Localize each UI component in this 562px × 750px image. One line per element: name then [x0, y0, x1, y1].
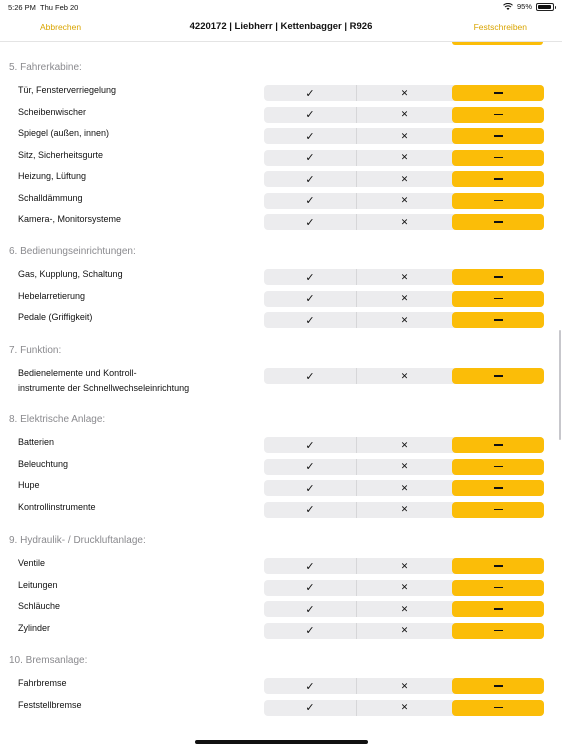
- status-segmented-control: [264, 678, 544, 694]
- checklist-content[interactable]: [0, 45, 562, 750]
- checklist-item-label-line: Kamera-, Monitorsysteme: [18, 214, 122, 224]
- option-not-applicable-selected[interactable]: [452, 128, 544, 144]
- dash-icon: [494, 444, 503, 446]
- checklist-item-label-line: Feststellbremse: [18, 699, 82, 710]
- checklist-item-label-line: Hebelarretierung: [18, 290, 86, 301]
- dash-icon: [494, 608, 503, 610]
- status-segmented-control: [264, 214, 544, 230]
- checklist-item-label: [18, 457, 258, 472]
- option-defect-cross[interactable]: ✕: [356, 214, 452, 230]
- checklist-item-label: [18, 212, 258, 227]
- status-segmented-control: [264, 312, 544, 328]
- dash-icon: [494, 487, 503, 489]
- checklist-item-label: [18, 148, 258, 163]
- status-segmented-control: [264, 437, 544, 453]
- dash-icon: [494, 135, 503, 137]
- status-segmented-control: [264, 700, 544, 716]
- option-not-applicable-selected[interactable]: [452, 558, 544, 574]
- section-header: 10. Bremsanlage:: [9, 655, 88, 666]
- dash-icon: [494, 466, 503, 468]
- status-segmented-control: [264, 193, 544, 209]
- dash-icon: [494, 509, 503, 511]
- checklist-item-label-line: Beleuchtung: [18, 458, 69, 469]
- dash-icon: [494, 298, 503, 300]
- checklist-item-label-line: Schläuche: [18, 601, 61, 611]
- status-segmented-control: [264, 269, 544, 285]
- wifi-icon: [503, 3, 513, 11]
- option-ok-checkmark[interactable]: ✓: [305, 130, 315, 143]
- option-ok-checkmark[interactable]: ✓: [305, 195, 315, 207]
- checklist-item-label: [18, 698, 258, 713]
- status-segmented-control: [264, 502, 544, 518]
- checklist-item-label-line: Pedale (Griffigkeit): [18, 312, 93, 322]
- option-ok-checkmark[interactable]: ✓: [305, 603, 315, 616]
- option-ok-checkmark[interactable]: ✓: [305, 582, 315, 594]
- option-ok-checkmark[interactable]: ✓: [305, 439, 315, 452]
- status-segmented-control: [264, 459, 544, 475]
- option-defect-cross[interactable]: ✕: [356, 171, 452, 187]
- option-defect-cross[interactable]: ✕: [356, 601, 452, 617]
- option-ok-checkmark[interactable]: ✓: [305, 152, 315, 164]
- status-segmented-control: [264, 480, 544, 496]
- checklist-item-label: [18, 83, 258, 98]
- checklist-item-label: [18, 366, 258, 396]
- option-not-applicable-selected[interactable]: [452, 580, 544, 596]
- dash-icon: [494, 157, 503, 159]
- dash-icon: [494, 565, 503, 567]
- option-not-applicable-selected[interactable]: [452, 171, 544, 187]
- option-ok-checkmark[interactable]: ✓: [305, 560, 315, 573]
- option-defect-cross[interactable]: ✕: [356, 678, 452, 694]
- checklist-item-label: [18, 310, 258, 325]
- option-ok-checkmark[interactable]: ✓: [305, 109, 315, 121]
- checklist-item-label-line: Bedienelemente und Kontroll-: [18, 368, 137, 378]
- checklist-item-label: [18, 105, 258, 120]
- option-not-applicable-selected[interactable]: [452, 502, 544, 518]
- checklist-item-label-line: instrumente der Schnellwechseleinrichtung: [18, 383, 190, 393]
- option-not-applicable-selected[interactable]: [452, 623, 544, 639]
- checklist-item-label-line: Scheibenwischer: [18, 106, 87, 117]
- section-header: 7. Funktion:: [9, 345, 62, 356]
- section-header: 5. Fahrerkabine:: [9, 62, 82, 73]
- checklist-item-label: [18, 191, 258, 206]
- checklist-item-label-line: Ventile: [18, 558, 46, 568]
- option-defect-cross[interactable]: ✕: [356, 312, 452, 328]
- option-not-applicable-selected[interactable]: [452, 459, 544, 475]
- dash-icon: [494, 92, 503, 94]
- option-defect-cross[interactable]: ✕: [356, 269, 452, 285]
- cancel-button[interactable]: Abbrechen: [40, 22, 82, 32]
- checklist-item-label: [18, 478, 258, 493]
- dash-icon: [494, 276, 503, 278]
- option-defect-cross[interactable]: ✕: [356, 85, 452, 101]
- option-defect-cross[interactable]: ✕: [356, 291, 452, 307]
- dash-icon: [494, 221, 503, 223]
- option-not-applicable-selected[interactable]: [452, 214, 544, 230]
- scroll-indicator[interactable]: [559, 330, 561, 440]
- option-ok-checkmark[interactable]: ✓: [305, 625, 315, 637]
- dash-icon: [494, 375, 503, 377]
- status-segmented-control: [264, 171, 544, 187]
- battery-percent: 95%: [516, 2, 532, 11]
- option-not-applicable-selected[interactable]: [452, 291, 544, 307]
- status-date: Thu Feb 20: [40, 3, 79, 12]
- option-defect-cross[interactable]: ✕: [356, 502, 452, 518]
- checklist-item-label-line: Tür, Fensterverriegelung: [18, 85, 117, 95]
- option-not-applicable-selected[interactable]: [452, 150, 544, 166]
- checklist-item-label: [18, 676, 258, 691]
- option-ok-checkmark[interactable]: ✓: [305, 680, 315, 693]
- checklist-item-label-line: Gas, Kupplung, Schaltung: [18, 269, 123, 279]
- checklist-item-label-line: Sitz, Sicherheitsgurte: [18, 149, 104, 160]
- status-bar: [0, 0, 562, 14]
- checklist-item-label: [18, 556, 258, 571]
- status-segmented-control: [264, 85, 544, 101]
- section-header: 6. Bedienungseinrichtungen:: [9, 246, 136, 257]
- dash-icon: [494, 707, 503, 709]
- checklist-item-label: [18, 289, 258, 304]
- status-segmented-control: [264, 368, 544, 384]
- option-defect-cross[interactable]: ✕: [356, 580, 452, 596]
- checklist-item-label: [18, 621, 258, 636]
- option-ok-checkmark[interactable]: ✓: [305, 173, 315, 186]
- status-segmented-control: [264, 623, 544, 639]
- option-ok-checkmark[interactable]: ✓: [305, 293, 315, 305]
- option-not-applicable-selected[interactable]: [452, 312, 544, 328]
- option-defect-cross[interactable]: ✕: [356, 107, 452, 123]
- option-not-applicable-selected[interactable]: [452, 437, 544, 453]
- option-defect-cross[interactable]: ✕: [356, 700, 452, 716]
- option-ok-checkmark[interactable]: ✓: [305, 482, 315, 495]
- checklist-item-label: [18, 500, 258, 515]
- status-segmented-control: [264, 128, 544, 144]
- dash-icon: [494, 630, 503, 632]
- dash-icon: [494, 319, 503, 321]
- option-not-applicable-selected[interactable]: [452, 107, 544, 123]
- option-not-applicable-selected[interactable]: [452, 269, 544, 285]
- option-ok-checkmark[interactable]: ✓: [305, 314, 315, 327]
- checklist-item-label: [18, 578, 258, 593]
- option-defect-cross[interactable]: ✕: [356, 623, 452, 639]
- option-defect-cross[interactable]: ✕: [356, 480, 452, 496]
- option-defect-cross[interactable]: ✕: [356, 368, 452, 384]
- option-ok-checkmark[interactable]: ✓: [305, 216, 315, 229]
- checklist-item-label-line: Hupe: [18, 480, 40, 490]
- option-not-applicable-selected[interactable]: [452, 601, 544, 617]
- checklist-item-label: [18, 599, 258, 614]
- dash-icon: [494, 685, 503, 687]
- home-indicator[interactable]: [195, 740, 368, 744]
- option-not-applicable-selected[interactable]: [452, 678, 544, 694]
- dash-icon: [494, 200, 503, 202]
- status-time: 5:26 PM: [8, 3, 36, 12]
- option-not-applicable-selected[interactable]: [452, 480, 544, 496]
- dash-icon: [494, 587, 503, 589]
- checklist-item-label: [18, 169, 258, 184]
- section-header: 8. Elektrische Anlage:: [9, 414, 106, 425]
- option-defect-cross[interactable]: ✕: [356, 558, 452, 574]
- option-ok-checkmark[interactable]: ✓: [305, 271, 315, 284]
- checklist-item-label-line: Kontrollinstrumente: [18, 501, 96, 512]
- checklist-item-label: [18, 435, 258, 450]
- option-defect-cross[interactable]: ✕: [356, 459, 452, 475]
- status-right: [503, 2, 554, 11]
- option-not-applicable-selected[interactable]: [452, 368, 544, 384]
- status-segmented-control: [264, 150, 544, 166]
- checklist-item-label-line: Schalldämmung: [18, 192, 83, 203]
- dash-icon: [494, 114, 503, 116]
- option-not-applicable-selected[interactable]: [452, 85, 544, 101]
- option-ok-checkmark[interactable]: ✓: [305, 87, 315, 100]
- commit-button[interactable]: Festschreiben: [473, 22, 527, 32]
- checklist-item-label: [18, 126, 258, 141]
- option-defect-cross[interactable]: ✕: [356, 128, 452, 144]
- battery-icon: [536, 3, 554, 11]
- checklist-item-label-line: Spiegel (außen, innen): [18, 128, 110, 138]
- checklist-item-label-line: Batterien: [18, 437, 55, 447]
- option-ok-checkmark[interactable]: ✓: [305, 461, 315, 473]
- status-segmented-control: [264, 580, 544, 596]
- option-defect-cross[interactable]: ✕: [356, 193, 452, 209]
- page-title: 4220172 | Liebherr | Kettenbagger | R926: [189, 21, 373, 32]
- checklist-item-label-line: Fahrbremse: [18, 678, 67, 688]
- status-segmented-control: [264, 601, 544, 617]
- option-defect-cross[interactable]: ✕: [356, 437, 452, 453]
- option-ok-checkmark[interactable]: ✓: [305, 504, 315, 516]
- checklist-item-label-line: Leitungen: [18, 579, 58, 590]
- option-defect-cross[interactable]: ✕: [356, 150, 452, 166]
- status-segmented-control: [264, 291, 544, 307]
- dash-icon: [494, 178, 503, 180]
- option-not-applicable-selected[interactable]: [452, 193, 544, 209]
- option-ok-checkmark[interactable]: ✓: [305, 370, 315, 383]
- option-ok-checkmark[interactable]: ✓: [305, 702, 315, 714]
- checklist-item-label-line: Heizung, Lüftung: [18, 171, 87, 181]
- checklist-item-label-line: Zylinder: [18, 622, 51, 633]
- checklist-item-label: [18, 267, 258, 282]
- status-segmented-control: [264, 107, 544, 123]
- navigation-bar: [0, 14, 562, 42]
- status-segmented-control: [264, 558, 544, 574]
- option-not-applicable-selected[interactable]: [452, 700, 544, 716]
- section-header: 9. Hydraulik- / Druckluftanlage:: [9, 535, 146, 546]
